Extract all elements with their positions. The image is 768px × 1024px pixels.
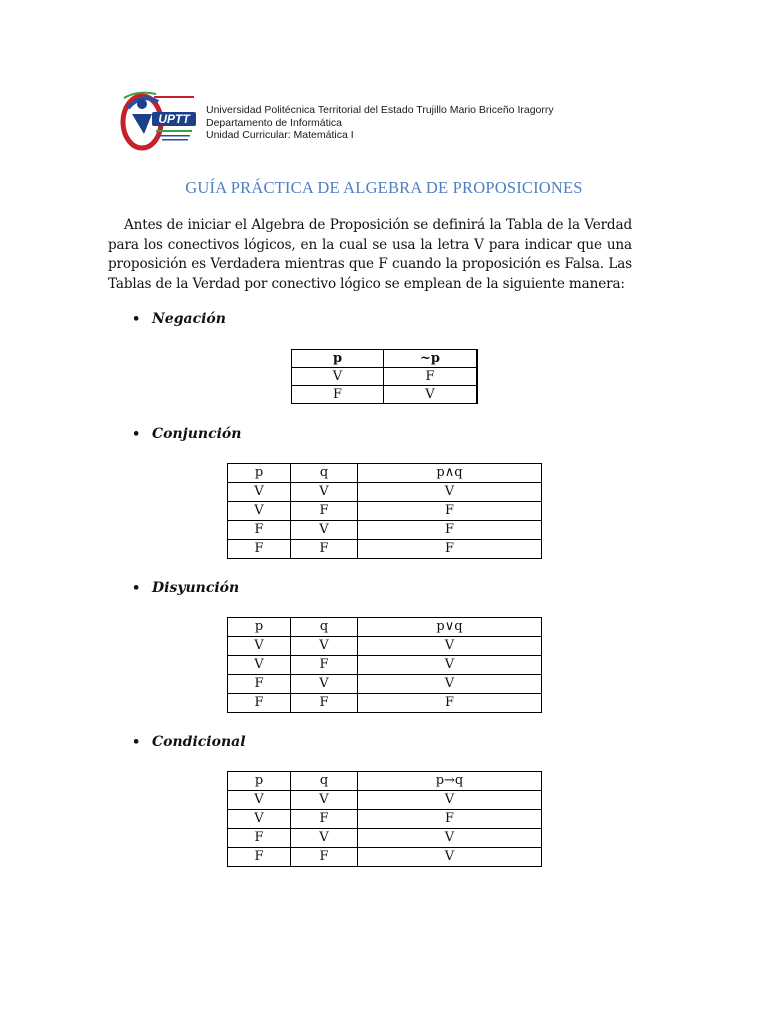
logo-text: UPTT	[158, 112, 190, 126]
institution-info	[206, 104, 554, 142]
table-cell: F	[384, 368, 478, 386]
table-row	[228, 829, 542, 848]
table-row	[228, 694, 542, 713]
table-row	[228, 502, 542, 521]
bullet: •	[132, 427, 141, 442]
document-header	[118, 88, 678, 158]
table-cell: V	[358, 637, 542, 656]
table-cell: V	[292, 368, 384, 386]
table-cell: F	[291, 656, 358, 675]
table-cell: V	[228, 483, 291, 502]
table-cell: F	[291, 502, 358, 521]
table-header-row	[292, 350, 478, 368]
department-name: Departamento de Informática	[206, 116, 342, 129]
section-title: Conjunción	[152, 426, 242, 442]
table-cell: V	[291, 637, 358, 656]
table-cell: V	[228, 502, 291, 521]
table-row	[228, 540, 542, 559]
table-cell: V	[358, 675, 542, 694]
table-row	[228, 848, 542, 867]
section-title: Disyunción	[152, 580, 240, 596]
table-cell: F	[228, 540, 291, 559]
table-row	[228, 521, 542, 540]
header-cell: q	[291, 464, 358, 483]
header-cell: p	[292, 350, 384, 368]
header-cell: p∧q	[358, 464, 542, 483]
table-disyuncion	[227, 617, 542, 713]
section-title: Condicional	[152, 734, 246, 750]
section-label-conjuncion	[132, 426, 241, 442]
table-cell: F	[228, 694, 291, 713]
table-row	[228, 637, 542, 656]
table-cell: V	[291, 521, 358, 540]
table-cell: F	[228, 521, 291, 540]
table-cell: F	[291, 540, 358, 559]
header-cell: p	[228, 618, 291, 637]
institution-name: Universidad Politécnica Territorial del Estado Trujillo Mario Briceño Iragorry	[206, 104, 554, 116]
section-label-negacion	[132, 311, 226, 327]
table-cell: F	[358, 540, 542, 559]
table-conjuncion	[227, 463, 542, 559]
table-row	[228, 810, 542, 829]
header-cell: p→q	[358, 772, 542, 791]
table-cell: V	[358, 848, 542, 867]
table-cell: V	[358, 791, 542, 810]
table-cell: F	[358, 694, 542, 713]
table-cell: V	[358, 829, 542, 848]
section-label-condicional	[132, 734, 246, 750]
header-cell: q	[291, 618, 358, 637]
table-cell: V	[291, 675, 358, 694]
section-title: Negación	[152, 311, 226, 327]
table-cell: V	[228, 810, 291, 829]
table-cell: F	[358, 502, 542, 521]
bullet: •	[132, 735, 141, 750]
table-row	[228, 656, 542, 675]
table-cell: F	[291, 694, 358, 713]
uptt-logo	[118, 88, 200, 154]
table-cell: F	[292, 386, 384, 404]
table-row	[228, 675, 542, 694]
page-title: GUÍA PRÁCTICA DE ALGEBRA DE PROPOSICIONES	[185, 178, 583, 197]
table-cell: V	[358, 483, 542, 502]
table-cell: V	[384, 386, 478, 404]
header-cell: q	[291, 772, 358, 791]
table-row	[228, 791, 542, 810]
header-cell: p∨q	[358, 618, 542, 637]
table-cell: F	[228, 829, 291, 848]
table-cell: V	[291, 829, 358, 848]
table-row	[292, 368, 478, 386]
table-header-row	[228, 464, 542, 483]
table-row	[292, 386, 478, 404]
table-header-row	[228, 618, 542, 637]
table-cell: V	[291, 483, 358, 502]
course-name: Unidad Curricular: Matemática I	[206, 129, 354, 141]
header-cell: p	[228, 772, 291, 791]
table-negacion	[291, 349, 478, 404]
intro-paragraph: Antes de iniciar el Algebra de Proposición se definirá la Tabla de la Verdad para los conectivos lógicos, en la cual se usa la letra V para indicar que una proposición es Verdadera mientras que F cuando la proposición es Falsa. Las Tablas de la Verdad por conectivo lógico se emplean de la siguiente manera:	[108, 217, 632, 292]
table-cell: F	[358, 521, 542, 540]
bullet: •	[132, 581, 141, 596]
table-cell: V	[358, 656, 542, 675]
table-cell: F	[358, 810, 542, 829]
table-cell: F	[228, 675, 291, 694]
table-cell: F	[291, 848, 358, 867]
table-cell: V	[228, 637, 291, 656]
bullet: •	[132, 312, 141, 327]
section-label-disyuncion	[132, 580, 239, 596]
table-condicional	[227, 771, 542, 867]
table-row	[228, 483, 542, 502]
table-cell: F	[291, 810, 358, 829]
table-cell: V	[291, 791, 358, 810]
table-cell: V	[228, 791, 291, 810]
table-cell: F	[228, 848, 291, 867]
header-cell: ~p	[384, 350, 478, 368]
table-cell: V	[228, 656, 291, 675]
header-cell: p	[228, 464, 291, 483]
table-header-row	[228, 772, 542, 791]
